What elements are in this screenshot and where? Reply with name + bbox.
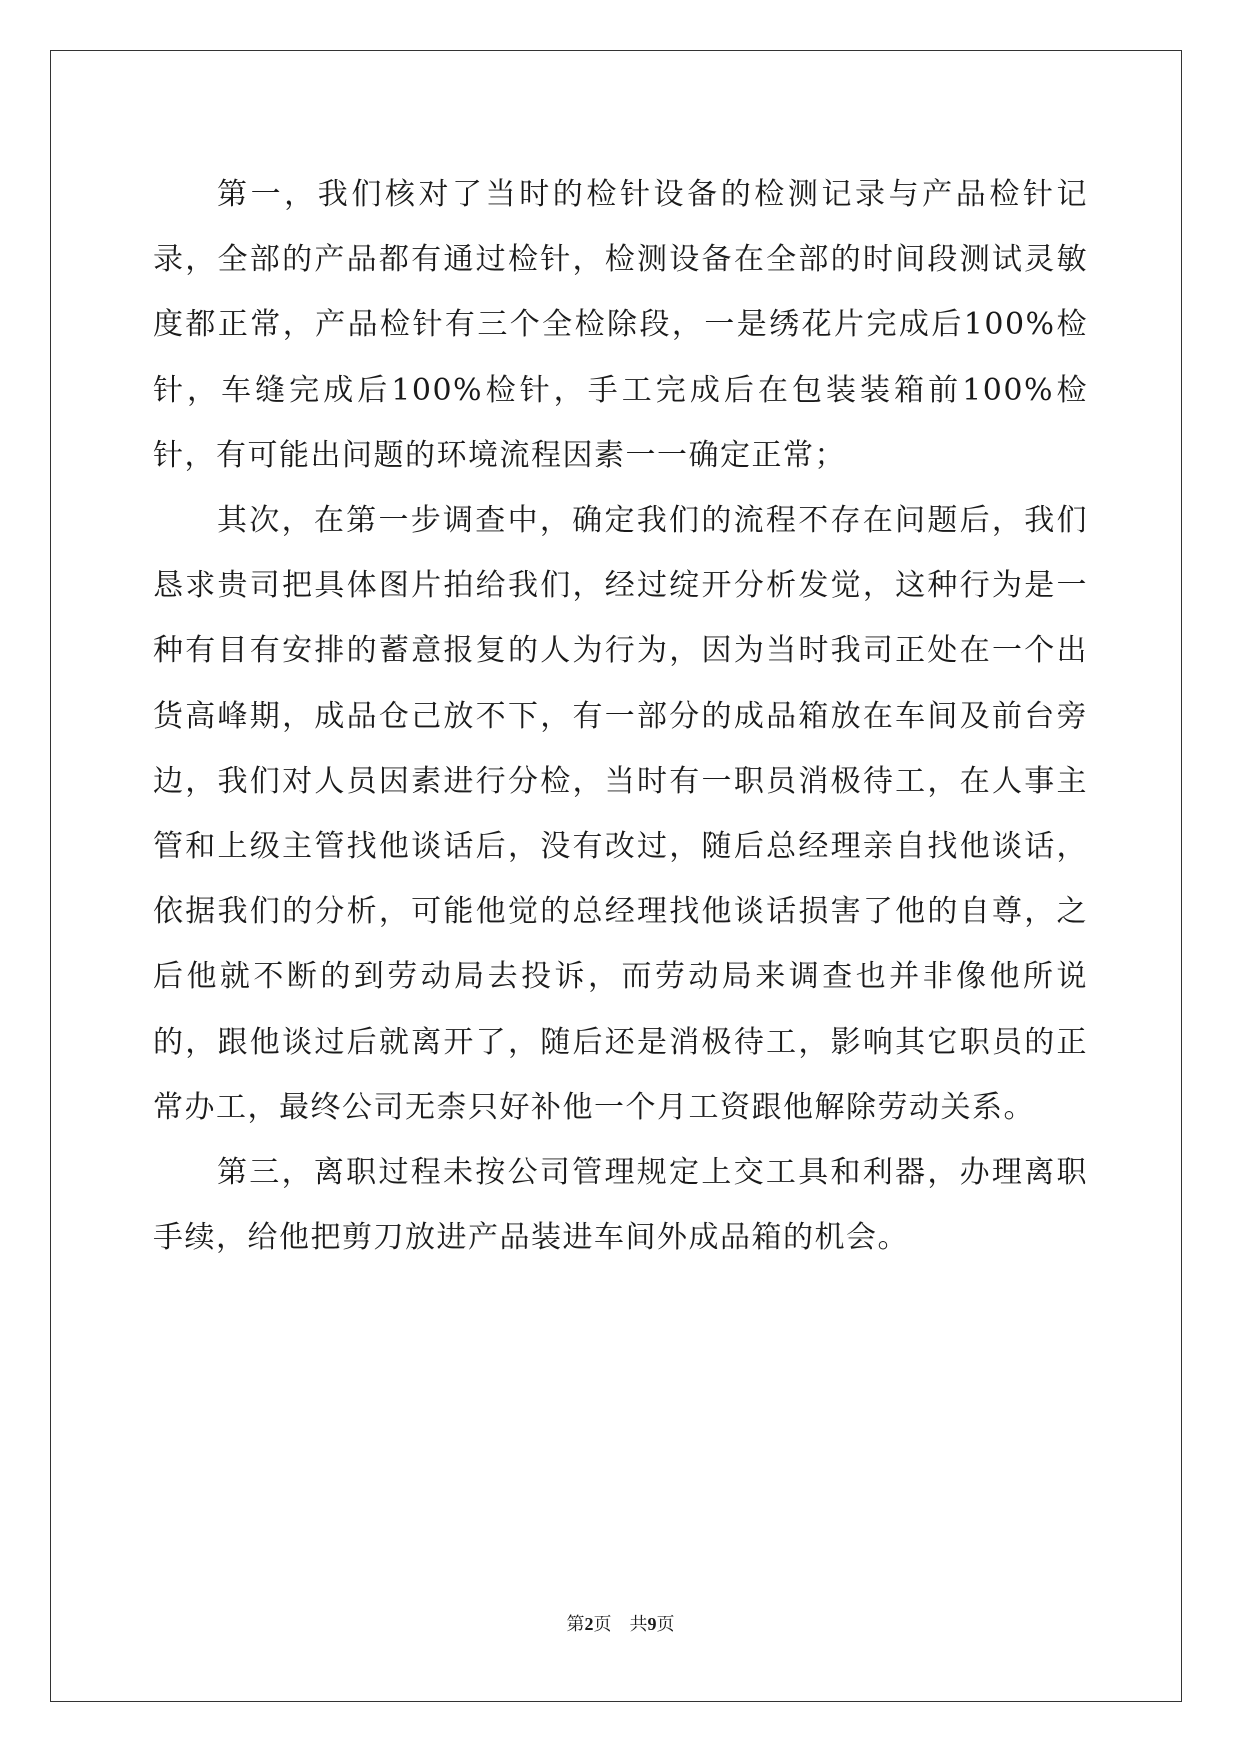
- paragraph-2: 其次，在第一步调查中，确定我们的流程不存在问题后，我们恳求贵司把具体图片拍给我们，经过绽开分析发觉，这种行为是一种有目有安排的蓄意报复的人为行为，因为当时我司正处在一个出货高峰期，成品仓己放不下，有一部分的成品箱放在车间及前台旁边，我们对人员因素进行分检，当时有一职员消极待工，在人事主管和上级主管找他谈话后，没有改过，随后总经理亲自找他谈话，依据我们的分析，可能他觉的总经理找他谈话损害了他的自尊，之后他就不断的到劳动局去投诉，而劳动局来调查也并非像他所说的，跟他谈过后就离开了，随后还是消极待工，影响其它职员的正常办工，最终公司无柰只好补他一个月工资跟他解除劳动关系。: [153, 503, 1088, 1125]
- total-pages: 9: [647, 1614, 657, 1634]
- paragraph-3: 第三，离职过程未按公司管理规定上交工具和利器，办理离职手续，给他把剪刀放进产品装进车间外成品箱的机会。: [153, 1155, 1088, 1256]
- total-prefix: 共: [629, 1614, 648, 1635]
- page-number: 2: [584, 1614, 594, 1634]
- document-body: [153, 162, 1088, 1270]
- paragraph-1: 第一，我们核对了当时的检针设备的检测记录与产品检针记录，全部的产品都有通过检针，检测设备在全部的时间段测试灵敏度都正常，产品检针有三个全检除段，一是绣花片完成后100%检针，车缝完成后100%检针，手工完成后在包装装箱前100%检针，有可能出问题的环境流程因素一一确定正常；: [153, 177, 1088, 473]
- total-suffix: 页: [656, 1614, 675, 1635]
- page-prefix: 第: [566, 1614, 585, 1635]
- page-suffix: 页: [593, 1614, 612, 1635]
- page-footer: [0, 1612, 1241, 1637]
